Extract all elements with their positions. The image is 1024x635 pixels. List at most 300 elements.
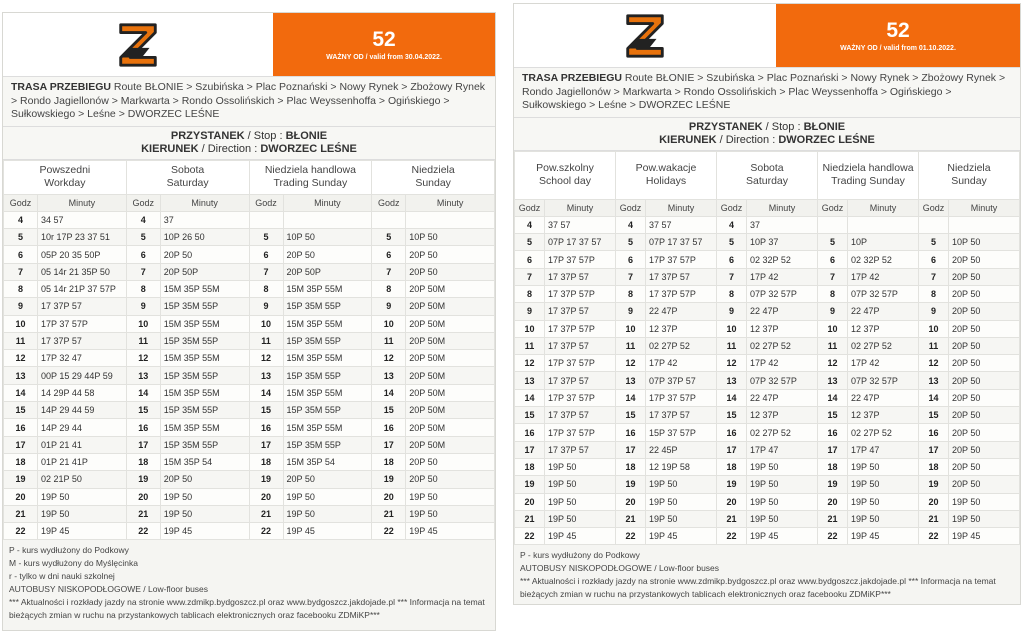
hour-cell: 7	[919, 268, 949, 285]
table-row	[515, 234, 1020, 251]
table-row	[4, 384, 495, 401]
hour-cell: 9	[919, 303, 949, 320]
minutes-cell: 19P 45	[848, 528, 919, 545]
hour-cell: 11	[818, 337, 848, 354]
hour-cell: 6	[249, 246, 283, 263]
minutes-cell: 12 37P	[747, 320, 818, 337]
hour-cell: 20	[818, 493, 848, 510]
minutes-cell: 20P 50	[949, 268, 1020, 285]
minutes-cell: 22 47P	[747, 389, 818, 406]
stop-info	[3, 127, 495, 160]
hour-cell: 12	[515, 355, 545, 372]
hour-cell: 10	[372, 315, 406, 332]
line-number: 52	[372, 27, 396, 51]
minutes-cell: 15P 35M 55P	[283, 367, 372, 384]
hour-cell: 6	[717, 251, 747, 268]
zdmikp-logo-icon	[114, 21, 162, 69]
minutes-cell: 37	[160, 211, 249, 228]
table-row	[515, 285, 1020, 302]
hour-cell: 10	[919, 320, 949, 337]
table-row	[4, 402, 495, 419]
minutes-cell: 19P 50	[406, 505, 495, 522]
hour-cell: 9	[515, 303, 545, 320]
hour-header: Godz	[249, 194, 283, 211]
minutes-cell: 20P 50	[949, 251, 1020, 268]
hour-header: Godz	[616, 199, 646, 216]
hour-cell: 13	[616, 372, 646, 389]
hour-cell: 8	[919, 285, 949, 302]
legend-line: *** Aktualności i rozkłady jazdy na stronie www.zdmikp.bydgoszcz.pl oraz www.bydgoszcz.jakdojade.pl *** Informacja na temat bieżących zmian w ruchu na przystankowych tablicach elektronicznych oraz facebooku ZDMiKP***	[520, 576, 996, 600]
hour-cell: 20	[616, 493, 646, 510]
header	[3, 13, 495, 77]
hour-cell: 18	[372, 453, 406, 470]
minutes-cell: 20P 50	[949, 441, 1020, 458]
hour-cell: 18	[249, 453, 283, 470]
minutes-cell: 00P 15 29 44P 59	[38, 367, 127, 384]
hour-cell: 16	[818, 424, 848, 441]
minutes-header: Minuty	[283, 194, 372, 211]
minutes-cell: 15M 35P 55M	[283, 315, 372, 332]
table-row	[4, 211, 495, 228]
minutes-cell: 15M 35P 55M	[283, 350, 372, 367]
minutes-cell: 15P 35M 55P	[160, 332, 249, 349]
minutes-cell: 15M 35P 55M	[283, 419, 372, 436]
hour-cell: 16	[717, 424, 747, 441]
minutes-header: Minuty	[406, 194, 495, 211]
hour-cell: 13	[717, 372, 747, 389]
minutes-cell: 07P 17 37 57	[545, 234, 616, 251]
legend-line: P - kurs wydłużony do Podkowy	[520, 550, 640, 561]
hour-cell: 7	[372, 263, 406, 280]
valid-from: WAŻNY OD / valid from 30.04.2022.	[326, 53, 442, 61]
hour-header: Godz	[818, 199, 848, 216]
hour-cell: 8	[372, 280, 406, 297]
minutes-cell: 20P 50M	[406, 332, 495, 349]
minutes-cell: 20P 50M	[406, 298, 495, 315]
minutes-cell: 19P 50	[747, 458, 818, 475]
hour-cell: 13	[126, 367, 160, 384]
minutes-cell: 22 47P	[848, 389, 919, 406]
minutes-cell: 10P 50	[406, 229, 495, 246]
table-row	[4, 488, 495, 505]
hour-header: Godz	[919, 199, 949, 216]
minutes-cell: 17P 37 57P	[646, 251, 717, 268]
minutes-cell: 20P 50	[160, 246, 249, 263]
minutes-cell: 19P 45	[747, 528, 818, 545]
table-row	[4, 298, 495, 315]
minutes-cell: 15P 35M 55P	[160, 436, 249, 453]
hour-cell: 13	[818, 372, 848, 389]
minutes-cell: 19P 50	[160, 488, 249, 505]
minutes-cell: 17P 47	[848, 441, 919, 458]
hour-cell: 10	[616, 320, 646, 337]
table-row	[4, 263, 495, 280]
day-header-row	[4, 160, 495, 194]
minutes-cell: 19P 45	[38, 523, 127, 540]
minutes-cell: 02 27P 52	[646, 337, 717, 354]
hour-header: Godz	[4, 194, 38, 211]
minutes-cell: 17 37P 57	[38, 332, 127, 349]
hour-cell: 22	[515, 528, 545, 545]
minutes-cell: 15M 35P 54	[160, 453, 249, 470]
minutes-cell: 19P 50	[747, 476, 818, 493]
hour-cell: 21	[919, 510, 949, 527]
hour-cell: 22	[372, 523, 406, 540]
hour-cell: 9	[4, 298, 38, 315]
hour-cell: 8	[515, 285, 545, 302]
minutes-cell: 19P 45	[160, 523, 249, 540]
hour-header: Godz	[717, 199, 747, 216]
route-text: Route BŁONIE > Szubińska > Plac Poznański > Nowy Rynek > Zbożowy Rynek > Rondo Jagiellonów > Markwarta > Rondo Ossolińskich > Plac Weyssenhoffa > Ogińskiego > Sułkowskiego > Leśne > DWORZEC LEŚNE	[11, 81, 486, 120]
minutes-cell: 15M 35P 55M	[160, 315, 249, 332]
hour-cell: 12	[616, 355, 646, 372]
hour-cell: 8	[126, 280, 160, 297]
hour-cell: 10	[818, 320, 848, 337]
line-number: 52	[886, 18, 910, 42]
minutes-cell: 19P 45	[545, 528, 616, 545]
day-header	[818, 151, 919, 199]
minutes-cell: 07P 17 37 57	[646, 234, 717, 251]
stop-line	[514, 121, 1020, 134]
direction-name: DWORZEC LEŚNE	[260, 142, 357, 155]
day-name-en: Sunday	[415, 177, 451, 189]
minutes-cell: 02 27P 52	[848, 337, 919, 354]
minutes-cell: 17P 37 57P	[38, 315, 127, 332]
hour-cell: 11	[616, 337, 646, 354]
minutes-cell: 20P 50	[949, 407, 1020, 424]
minutes-cell: 17P 37 57P	[545, 355, 616, 372]
table-row	[515, 528, 1020, 545]
hour-cell: 19	[616, 476, 646, 493]
table-row	[515, 476, 1020, 493]
hour-cell: 21	[515, 510, 545, 527]
hour-cell: 21	[126, 505, 160, 522]
minutes-cell: 17 37P 57	[545, 441, 616, 458]
minutes-cell: 15M 35P 55M	[160, 384, 249, 401]
hour-cell: 22	[717, 528, 747, 545]
hour-cell	[249, 211, 283, 228]
zdmikp-logo	[3, 13, 273, 76]
day-name-pl: Pow.wakacje	[635, 162, 697, 174]
day-name-pl: Sobota	[170, 164, 205, 176]
hour-cell: 7	[4, 263, 38, 280]
minutes-header: Minuty	[545, 199, 616, 216]
table-row	[515, 337, 1020, 354]
hour-cell: 4	[126, 211, 160, 228]
minutes-cell: 19P 50	[646, 476, 717, 493]
hour-cell: 6	[126, 246, 160, 263]
hour-cell: 17	[818, 441, 848, 458]
minutes-cell: 17 37P 57	[545, 303, 616, 320]
hour-cell: 17	[717, 441, 747, 458]
minutes-cell: 20P 50	[949, 320, 1020, 337]
minutes-cell: 15M 35P 55M	[283, 280, 372, 297]
hour-cell: 11	[717, 337, 747, 354]
hour-cell: 18	[616, 458, 646, 475]
minutes-cell: 01P 21 41P	[38, 453, 127, 470]
timetable	[514, 151, 1020, 546]
minutes-cell: 20P 50	[949, 476, 1020, 493]
minutes-cell: 37	[747, 216, 818, 233]
hour-cell: 8	[4, 280, 38, 297]
hour-cell: 14	[717, 389, 747, 406]
minutes-cell: 20P 50	[406, 471, 495, 488]
hour-cell: 15	[249, 402, 283, 419]
day-header	[616, 151, 717, 199]
minutes-cell: 20P 50	[949, 355, 1020, 372]
hour-cell: 12	[4, 350, 38, 367]
minutes-cell: 19P 50	[545, 493, 616, 510]
minutes-cell	[406, 211, 495, 228]
hour-cell: 19	[126, 471, 160, 488]
minutes-cell: 12 19P 58	[646, 458, 717, 475]
hour-cell: 7	[515, 268, 545, 285]
direction-line	[514, 134, 1020, 147]
minutes-cell: 15M 35P 55M	[160, 280, 249, 297]
hour-cell: 5	[4, 229, 38, 246]
stop-sep: / Stop :	[762, 120, 804, 133]
hour-cell: 9	[372, 298, 406, 315]
minutes-cell: 19P 50	[848, 458, 919, 475]
table-row	[4, 419, 495, 436]
minutes-cell: 15P 35M 55P	[283, 298, 372, 315]
minutes-cell: 14P 29 44	[38, 419, 127, 436]
minutes-cell: 37 57	[646, 216, 717, 233]
hour-cell: 7	[818, 268, 848, 285]
day-name-pl: Pow.szkolny	[536, 162, 594, 174]
minutes-header: Minuty	[160, 194, 249, 211]
table-row	[515, 320, 1020, 337]
minutes-cell: 20P 50	[949, 372, 1020, 389]
hour-cell: 18	[126, 453, 160, 470]
hour-cell: 9	[818, 303, 848, 320]
day-name-en: Holidays	[645, 175, 687, 187]
day-name-en: Workday	[44, 177, 86, 189]
hour-cell: 5	[372, 229, 406, 246]
day-header	[126, 160, 249, 194]
hour-cell: 10	[126, 315, 160, 332]
hour-cell: 15	[4, 402, 38, 419]
minutes-cell: 19P 50	[406, 488, 495, 505]
minutes-cell: 17P 42	[646, 355, 717, 372]
minutes-header: Minuty	[646, 199, 717, 216]
table-row	[515, 441, 1020, 458]
minutes-cell: 17P 42	[848, 268, 919, 285]
hour-cell: 18	[4, 453, 38, 470]
minutes-cell: 20P 50P	[283, 263, 372, 280]
stop-line	[3, 130, 495, 143]
hour-cell: 20	[372, 488, 406, 505]
minutes-cell: 12 37P	[747, 407, 818, 424]
hour-cell: 17	[126, 436, 160, 453]
hour-cell: 5	[249, 229, 283, 246]
minutes-cell: 22 47P	[747, 303, 818, 320]
minutes-cell: 15P 35M 55P	[283, 332, 372, 349]
minutes-cell: 01P 21 41	[38, 436, 127, 453]
hour-cell: 16	[126, 419, 160, 436]
table-row	[515, 389, 1020, 406]
minutes-cell: 05 14r 21 35P 50	[38, 263, 127, 280]
day-header	[372, 160, 495, 194]
direction-label: KIERUNEK	[659, 133, 717, 146]
hour-cell: 5	[126, 229, 160, 246]
table-row	[4, 523, 495, 540]
minutes-cell: 20P 50M	[406, 315, 495, 332]
hour-cell: 20	[4, 488, 38, 505]
hour-cell: 11	[919, 337, 949, 354]
minutes-cell: 37 57	[545, 216, 616, 233]
minutes-cell: 07P 37P 57	[646, 372, 717, 389]
table-row	[4, 367, 495, 384]
minutes-cell: 19P 50	[545, 458, 616, 475]
minutes-cell: 17P 37 57P	[646, 389, 717, 406]
hour-cell: 8	[249, 280, 283, 297]
hour-cell: 20	[249, 488, 283, 505]
stop-name: BŁONIE	[803, 120, 846, 133]
hour-cell: 8	[616, 285, 646, 302]
minutes-cell: 19P 50	[38, 505, 127, 522]
valid-from: WAŻNY OD / valid from 01.10.2022.	[840, 44, 956, 52]
minutes-cell: 20P 50	[406, 453, 495, 470]
hour-cell: 19	[4, 471, 38, 488]
day-name-en: Saturday	[745, 175, 789, 187]
table-row	[4, 229, 495, 246]
minutes-cell: 10P 50	[283, 229, 372, 246]
hour-cell: 5	[515, 234, 545, 251]
hour-cell: 5	[616, 234, 646, 251]
table-row	[515, 303, 1020, 320]
hour-cell: 6	[919, 251, 949, 268]
minutes-cell: 17 37P 57	[646, 407, 717, 424]
minutes-cell: 20P 50	[283, 246, 372, 263]
day-name-pl: Niedziela	[947, 162, 991, 174]
hour-cell: 5	[717, 234, 747, 251]
minutes-cell: 07P 32 57P	[848, 285, 919, 302]
hour-cell: 17	[616, 441, 646, 458]
hour-cell: 13	[919, 372, 949, 389]
minutes-header: Minuty	[38, 194, 127, 211]
minutes-cell: 20P 50P	[160, 263, 249, 280]
day-name-pl: Powszedni	[39, 164, 91, 176]
table-row	[4, 246, 495, 263]
legend	[514, 545, 1020, 605]
day-name-pl: Niedziela handlowa	[264, 164, 356, 176]
minutes-cell	[949, 216, 1020, 233]
table-row	[515, 407, 1020, 424]
minutes-cell: 17 37P 57	[545, 372, 616, 389]
hour-cell: 13	[249, 367, 283, 384]
legend-line: *** Aktualności i rozkłady jazdy na stronie www.zdmikp.bydgoszcz.pl oraz www.bydgoszcz.jakdojade.pl *** Informacja na temat bieżących zmian w ruchu na przystankowych tablicach elektronicznych oraz facebooku ZDMiKP***	[9, 597, 485, 621]
minutes-cell: 17 37P 57	[38, 298, 127, 315]
minutes-cell: 17P 42	[848, 355, 919, 372]
minutes-cell: 19P 50	[545, 476, 616, 493]
hour-cell: 19	[818, 476, 848, 493]
hour-cell: 19	[372, 471, 406, 488]
minutes-cell	[848, 216, 919, 233]
hour-cell: 15	[818, 407, 848, 424]
minutes-cell: 15P 35M 55P	[160, 402, 249, 419]
minutes-cell: 20P 50M	[406, 402, 495, 419]
minutes-cell: 20P 50	[949, 337, 1020, 354]
legend-line: AUTOBUSY NISKOPODŁOGOWE / Low-floor buses	[520, 563, 720, 574]
stop-label: PRZYSTANEK	[688, 120, 763, 133]
hour-cell: 20	[126, 488, 160, 505]
minutes-cell: 20P 50	[283, 471, 372, 488]
table-row	[4, 315, 495, 332]
hour-cell: 20	[515, 493, 545, 510]
direction-sep: / Direction :	[198, 142, 261, 155]
minutes-cell: 10P 37	[747, 234, 818, 251]
minutes-cell: 20P 50M	[406, 367, 495, 384]
hour-cell: 17	[372, 436, 406, 453]
hour-cell: 16	[616, 424, 646, 441]
hour-cell: 14	[818, 389, 848, 406]
hour-cell: 5	[919, 234, 949, 251]
table-row	[515, 372, 1020, 389]
hour-cell: 19	[515, 476, 545, 493]
minutes-cell: 15P 37 57P	[646, 424, 717, 441]
hour-cell: 14	[4, 384, 38, 401]
day-header	[4, 160, 127, 194]
minutes-cell: 19P 50	[160, 505, 249, 522]
hour-cell: 15	[126, 402, 160, 419]
hour-cell: 10	[4, 315, 38, 332]
minutes-cell: 20P 50	[160, 471, 249, 488]
hour-cell: 16	[515, 424, 545, 441]
minutes-cell: 19P 50	[646, 493, 717, 510]
minutes-cell: 10P 50	[949, 234, 1020, 251]
minutes-cell	[283, 211, 372, 228]
hour-cell: 4	[616, 216, 646, 233]
hour-cell: 16	[372, 419, 406, 436]
table-row	[4, 332, 495, 349]
minutes-cell: 14 29P 44 58	[38, 384, 127, 401]
day-header	[249, 160, 372, 194]
minutes-cell: 20P 50	[406, 246, 495, 263]
hour-cell: 17	[4, 436, 38, 453]
minutes-cell: 02 32P 52	[848, 251, 919, 268]
minutes-cell: 15M 35P 55M	[160, 350, 249, 367]
minutes-cell: 10r 17P 23 37 51	[38, 229, 127, 246]
minutes-cell: 15P 35M 55P	[283, 402, 372, 419]
minutes-cell: 19P 45	[949, 528, 1020, 545]
minutes-cell: 19P 50	[38, 488, 127, 505]
table-row	[515, 251, 1020, 268]
hour-cell: 17	[919, 441, 949, 458]
hour-cell: 14	[126, 384, 160, 401]
hour-cell: 14	[616, 389, 646, 406]
hour-cell: 19	[717, 476, 747, 493]
minutes-cell: 17 37P 57P	[545, 320, 616, 337]
direction-line	[3, 143, 495, 156]
hour-cell: 11	[372, 332, 406, 349]
table-row	[515, 493, 1020, 510]
minutes-cell: 14P 29 44 59	[38, 402, 127, 419]
minutes-cell: 19P 45	[283, 523, 372, 540]
hour-cell: 6	[515, 251, 545, 268]
table-row	[4, 453, 495, 470]
hour-cell: 9	[717, 303, 747, 320]
minutes-cell: 19P 50	[848, 476, 919, 493]
minutes-cell: 17P 42	[747, 355, 818, 372]
hour-cell: 17	[249, 436, 283, 453]
minutes-cell: 02 27P 52	[848, 424, 919, 441]
day-name-en: Trading Sunday	[273, 177, 348, 189]
minutes-cell: 34 57	[38, 211, 127, 228]
day-name-pl: Niedziela handlowa	[822, 162, 914, 174]
hour-cell: 7	[616, 268, 646, 285]
minutes-cell: 20P 50	[949, 424, 1020, 441]
